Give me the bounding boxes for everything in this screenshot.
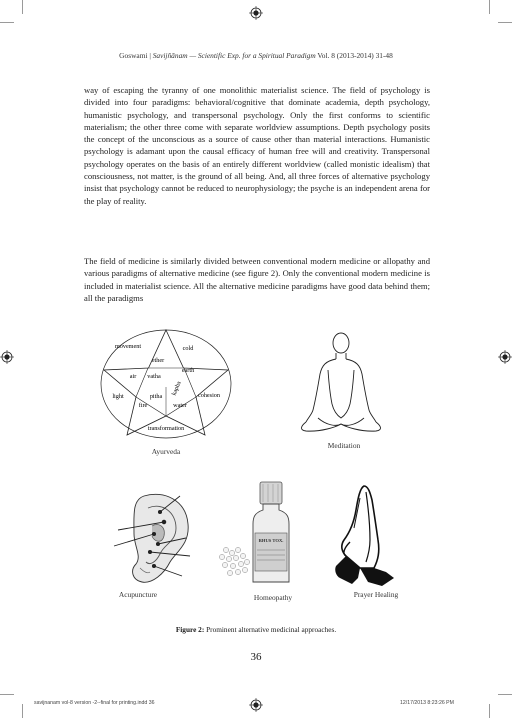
meditation-label: Meditation <box>327 441 361 450</box>
acupuncture-ear-icon <box>104 486 196 588</box>
prayer-hands-icon <box>330 482 406 588</box>
header-journal: Savijñānam — Scientific Exp. for a Spiritual Paradigm <box>152 51 316 60</box>
figure-caption-text: Prominent alternative medicinal approaches. <box>204 625 337 634</box>
ayurveda-label: light <box>112 393 124 400</box>
ayurveda-label: fire <box>138 402 148 409</box>
ayurveda-label: movement <box>114 343 142 350</box>
slug-right: 12/17/2013 8:23:26 PM <box>400 700 454 706</box>
ayurveda-label: vatha <box>147 373 161 380</box>
figure-caption-prefix: Figure 2: <box>175 625 205 634</box>
registration-mark-icon <box>249 698 263 712</box>
registration-mark-icon <box>249 6 263 20</box>
header-author: Goswami <box>119 51 148 60</box>
crop-mark <box>0 22 14 23</box>
body-paragraph-2: The field of medicine is similarly divided between conventional modern medicine or allopathy and various paradigms of alternative medicine (see figure 2). Only the conventional modern medicine is included in materialist science. All the alternative medicine paradigms have good data behind them; all the paradigms <box>84 256 430 303</box>
ayurveda-label: cohesion <box>198 392 220 399</box>
ayurveda-label: transformation <box>147 425 185 432</box>
ayurveda-label: air <box>129 373 137 380</box>
registration-mark-icon <box>498 350 512 364</box>
ayurveda-diagram <box>96 327 236 441</box>
crop-mark <box>498 694 512 695</box>
body-paragraph-1: way of escaping the tyranny of one monolithic materialist science. The field of psychology is divided into four paradigms: behavioral/cognitive that dominate academia, depth psychology, humanistic psychology, and transpersonal psychology. Only the first conforms to scientific materialism; the other three come with separate worldview assumptions. Depth psychology posits the concept of the unconscious as a source of cause other than material interactions. Humanistic psychology is adamant upon the causal efficacy of human free will and creativity. Transpersonal psychology operates on the basis of an entirely different worldview (called monistic idealism) that consciousness, not matter, is the ground of all being. And, all three forces of alternative psychology insist that psychology cannot be reduced to neurophysiology; the psyche is an independent arena for the play of reality. <box>84 85 430 206</box>
meditation-figure-icon <box>286 330 396 440</box>
ayurveda-label: kapha <box>170 380 183 397</box>
crop-mark <box>22 0 23 14</box>
figure-caption <box>0 625 512 634</box>
ayurveda-label: pitha <box>149 393 163 400</box>
crop-mark <box>0 694 14 695</box>
crop-mark <box>489 704 490 718</box>
prayer-healing-label: Prayer Healing <box>353 590 399 599</box>
homeopathy-bottle-icon <box>216 480 306 588</box>
crop-mark <box>489 0 490 14</box>
bottle-label: RHUS TOX. <box>258 538 284 543</box>
ayurveda-label: cold <box>182 345 194 352</box>
ayurveda-label-caption: Ayurveda <box>151 447 181 456</box>
slug-left: savijnanam vol-8 version -2--final for printing.indd 36 <box>34 700 155 706</box>
acupuncture-label: Acupuncture <box>118 590 158 599</box>
running-header <box>0 51 512 60</box>
homeopathy-label: Homeopathy <box>253 593 293 602</box>
header-separator: | <box>147 51 153 60</box>
crop-mark <box>22 704 23 718</box>
ayurveda-label: water <box>173 402 187 409</box>
ayurveda-label: earth <box>181 367 195 374</box>
page-number: 36 <box>250 651 262 663</box>
header-volume: Vol. 8 (2013-2014) 31-48 <box>315 51 393 60</box>
registration-mark-icon <box>0 350 14 364</box>
crop-mark <box>498 22 512 23</box>
ayurveda-label: ether <box>151 357 165 364</box>
